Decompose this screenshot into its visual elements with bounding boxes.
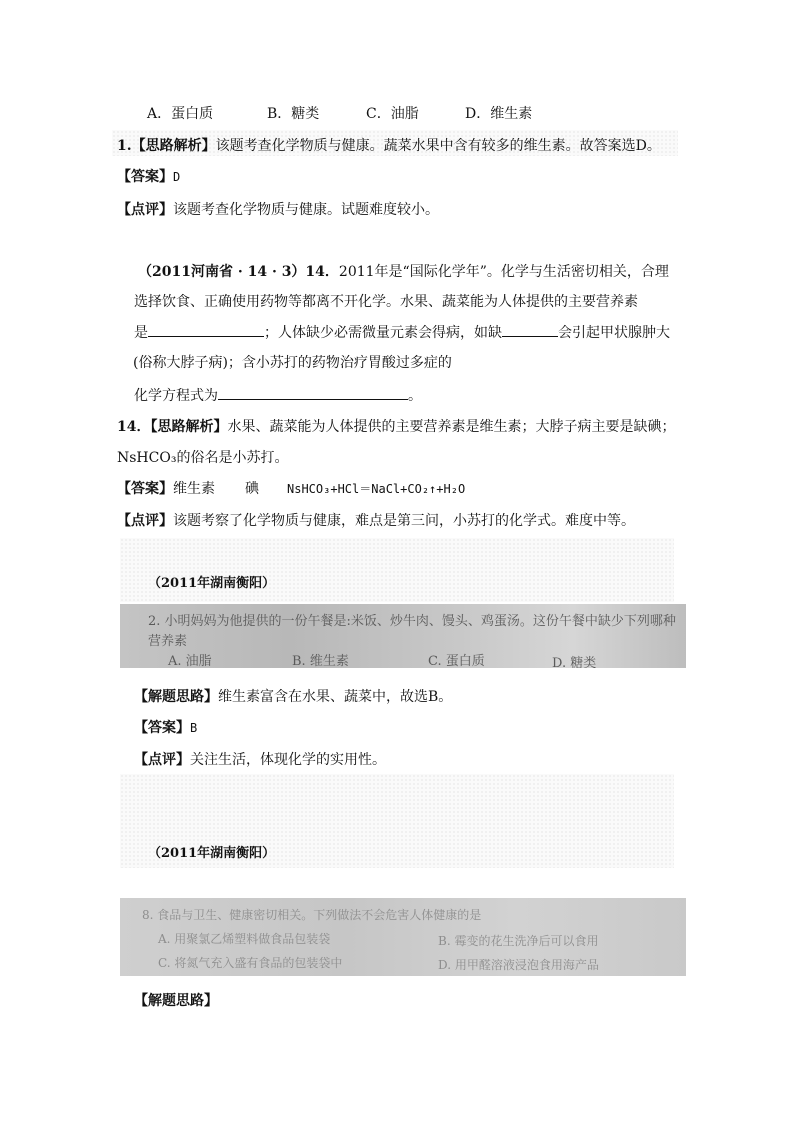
q14-answer-1: 维生素 bbox=[173, 481, 215, 497]
q8-scan-line1: 8. 食品与卫生、健康密切相关。下列做法不会危害人体健康的是 bbox=[142, 908, 482, 922]
q1-comment bbox=[117, 199, 439, 219]
q14-comment-text: 该题考察了化学物质与健康，难点是第三问，小苏打的化学式。难度中等。 bbox=[173, 513, 635, 529]
q14-analysis bbox=[117, 416, 675, 436]
q8-scan-option-c: C. 将氮气充入盛有食品的包装袋中 bbox=[158, 956, 343, 970]
q2-analysis-text: 维生素富含在水果、蔬菜中，故选B。 bbox=[218, 689, 453, 705]
q14-analysis-text: 水果、蔬菜能为人体提供的主要营养素是维生素；大脖子病主要是缺碘； bbox=[227, 419, 676, 435]
q8-analysis-label: 【解题思路】 bbox=[134, 993, 218, 1009]
q14-answer-2: 碘 bbox=[245, 481, 259, 497]
q1-analysis-text: 该题考查化学物质与健康。蔬菜水果中含有较多的维生素。故答案选D。 bbox=[215, 138, 661, 154]
q14-answer-label: 【答案】 bbox=[117, 481, 173, 497]
q14-analysis-label: 14．【思路解析】 bbox=[117, 419, 228, 435]
q2-answer-value: B bbox=[190, 721, 198, 735]
blank-equation bbox=[218, 385, 408, 400]
q2-analysis bbox=[134, 686, 452, 706]
q1-answer-value: D bbox=[173, 170, 181, 184]
q2-answer-label: 【答案】 bbox=[134, 720, 190, 736]
q2-scanned-question bbox=[120, 604, 686, 668]
q14-line5-b: 。 bbox=[408, 388, 422, 404]
q14-comment-label: 【点评】 bbox=[117, 513, 173, 529]
q2-scan-line2: 营养素 bbox=[148, 634, 188, 649]
q1-option-a: A．蛋白质 bbox=[147, 106, 214, 122]
blank-nutrient bbox=[148, 322, 264, 337]
q2-answer bbox=[134, 717, 197, 737]
q2-source: （2011年湖南衡阳） bbox=[148, 576, 276, 591]
q14-answer-3: NsHCO₃+HCl＝NaCl+CO₂↑+H₂O bbox=[287, 482, 466, 496]
q8-scanned-question bbox=[120, 898, 686, 976]
q1-option-b: B．糖类 bbox=[267, 106, 320, 122]
q8-source: （2011年湖南衡阳） bbox=[148, 846, 276, 861]
q8-scan-option-b: B. 霉变的花生洗净后可以食用 bbox=[438, 934, 599, 948]
q14-comment bbox=[117, 510, 635, 530]
q2-source-band bbox=[120, 538, 674, 602]
q2-comment-label: 【点评】 bbox=[134, 752, 190, 768]
q1-comment-label: 【点评】 bbox=[117, 202, 173, 218]
q14-line2: 选择饮食、正确使用药物等都离不开化学。水果、蔬菜能为人体提供的主要营养素 bbox=[134, 294, 638, 310]
q14-line5 bbox=[134, 385, 422, 405]
q2-scan-option-a: A. 油脂 bbox=[168, 654, 212, 668]
q1-option-c: C．油脂 bbox=[366, 106, 419, 122]
q14-line4: (俗称大脖子病)；含小苏打的药物治疗胃酸过多症的 bbox=[133, 355, 452, 371]
q8-scan-option-d: D. 用甲醛溶液浸泡食用海产品 bbox=[438, 958, 599, 972]
q1-option-d: D．维生素 bbox=[465, 106, 533, 122]
q2-analysis-label: 【解题思路】 bbox=[134, 689, 218, 705]
q1-comment-text: 该题考查化学物质与健康。试题难度较小。 bbox=[173, 202, 439, 218]
q14-line1-text: 2011年是“国际化学年”。化学与生活密切相关，合理 bbox=[338, 264, 669, 280]
q8-scan-option-a: A. 用聚氯乙烯塑料做食品包装袋 bbox=[158, 932, 331, 946]
q2-scan-option-c: C. 蛋白质 bbox=[428, 654, 485, 668]
blank-element bbox=[502, 322, 558, 337]
q14-line1 bbox=[138, 261, 669, 281]
q1-analysis-label: 1.【思路解析】 bbox=[117, 138, 216, 154]
q2-scan-option-b: B. 维生素 bbox=[292, 654, 349, 668]
q14-line3 bbox=[134, 322, 670, 342]
q14-answer bbox=[117, 478, 465, 498]
q14-line3-c: 会引起甲状腺肿大 bbox=[558, 325, 670, 341]
q14-line3-b: ；人体缺少必需微量元素会得病，如缺 bbox=[264, 325, 502, 341]
q2-comment bbox=[134, 749, 386, 769]
q1-analysis bbox=[117, 135, 661, 155]
q14-line3-a: 是 bbox=[134, 325, 148, 341]
q2-comment-text: 关注生活，体现化学的实用性。 bbox=[190, 752, 386, 768]
q14-line5-a: 化学方程式为 bbox=[134, 388, 218, 404]
q2-scan-line1: 2. 小明妈妈为他提供的一份午餐是:米饭、炒牛肉、馒头、鸡蛋汤。这份午餐中缺少下列哪种 bbox=[148, 614, 676, 629]
q1-options bbox=[147, 103, 532, 123]
q14-source: （2011河南省 · 14 · 3）14． bbox=[138, 264, 339, 280]
q1-answer-label: 【答案】 bbox=[117, 169, 173, 185]
q1-answer bbox=[117, 166, 180, 186]
q14-analysis-line2: NsHCO₃的俗名是小苏打。 bbox=[117, 450, 289, 466]
q2-scan-option-d: D. 糖类 bbox=[552, 656, 597, 668]
